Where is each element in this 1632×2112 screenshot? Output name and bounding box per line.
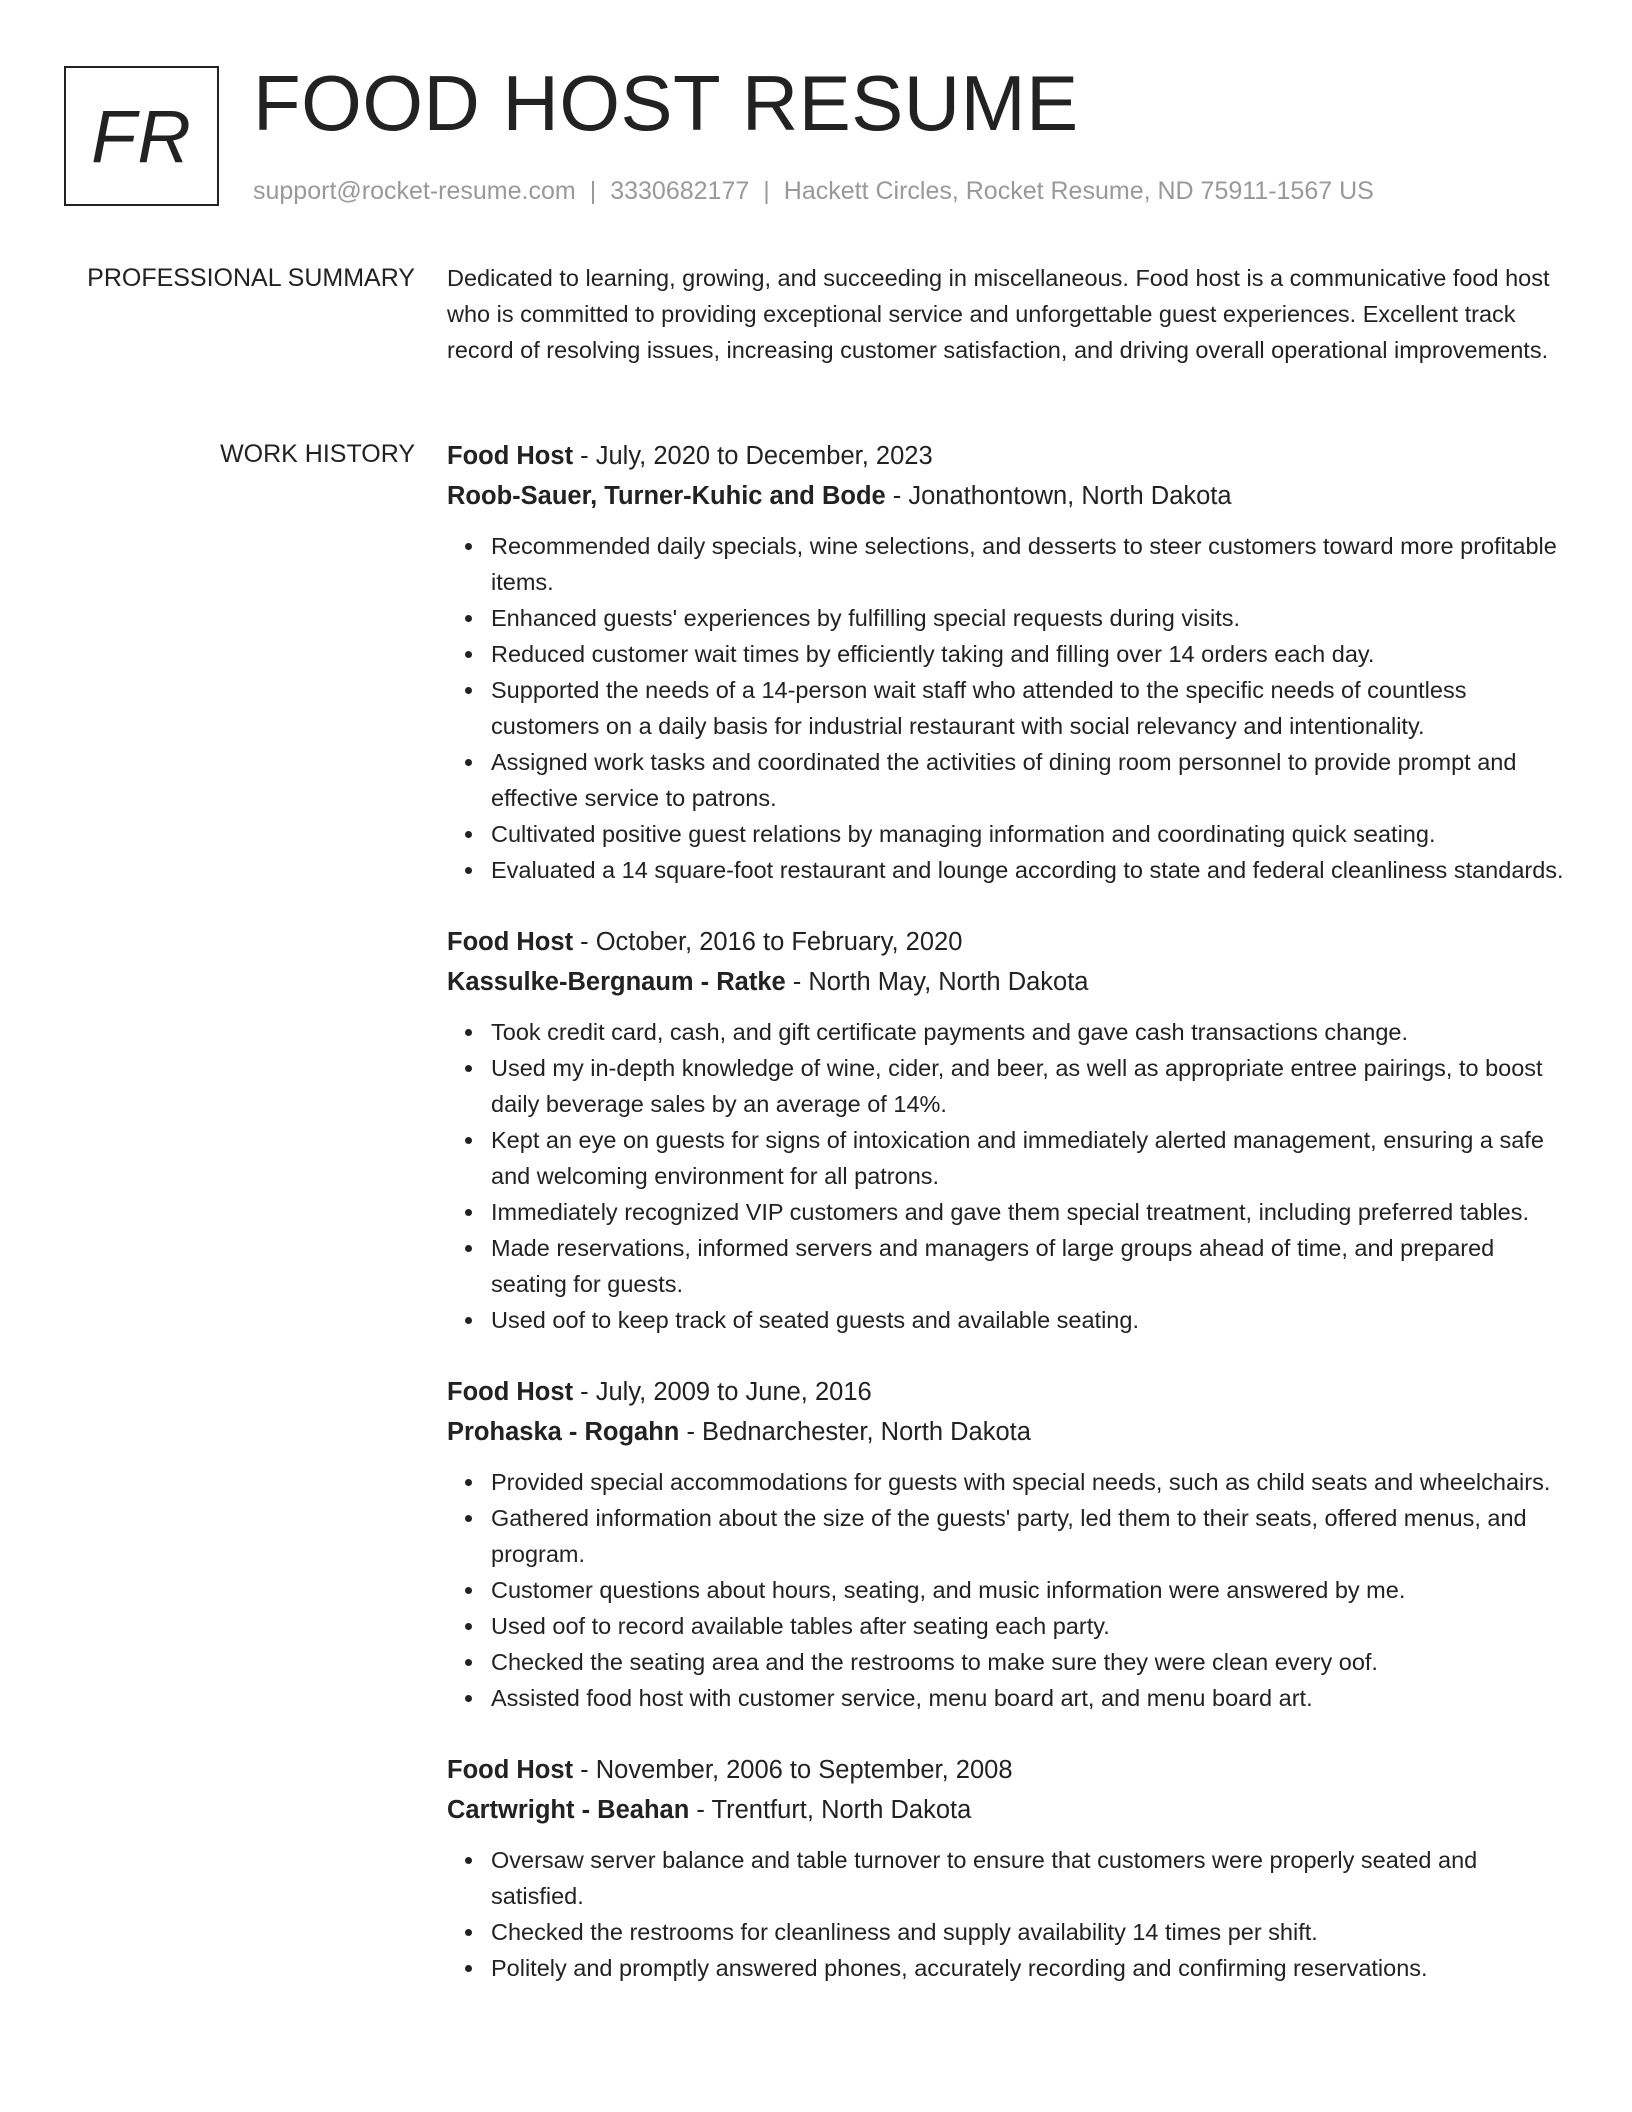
- job-bullet: Checked the seating area and the restrooms to make sure they were clean every oof.: [491, 1644, 1567, 1680]
- job-location: - Bednarchester, North Dakota: [679, 1418, 1031, 1446]
- job-bullet-list: [447, 1842, 1567, 1986]
- job-bullet: Cultivated positive guest relations by managing information and coordinating quick seating.: [491, 816, 1567, 852]
- job-bullet: Customer questions about hours, seating, and music information were answered by me.: [491, 1572, 1567, 1608]
- job-location: - North May, North Dakota: [785, 968, 1089, 996]
- section-label-summary: PROFESSIONAL SUMMARY: [87, 264, 415, 292]
- job-bullet: Used oof to keep track of seated guests and available seating.: [491, 1302, 1567, 1338]
- job-employer-line: [447, 476, 1567, 516]
- job-bullet-list: [447, 1464, 1567, 1716]
- job-entry: [447, 1372, 1567, 1716]
- job-title-line: [447, 922, 1567, 962]
- job-bullet: Evaluated a 14 square-foot restaurant and lounge according to state and federal cleanliness standards.: [491, 852, 1567, 888]
- resume-title: FOOD HOST RESUME: [253, 59, 1079, 147]
- job-bullet: Gathered information about the size of the guests' party, led them to their seats, offered menus, and program.: [491, 1500, 1567, 1572]
- job-dates: - November, 2006 to September, 2008: [573, 1756, 1013, 1784]
- job-bullet: Immediately recognized VIP customers and gave them special treatment, including preferred tables.: [491, 1194, 1567, 1230]
- job-title: Food Host: [447, 928, 574, 956]
- contact-separator: |: [763, 177, 770, 205]
- job-bullet: Kept an eye on guests for signs of intoxication and immediately alerted management, ensuring a safe and welcoming environment for all patrons.: [491, 1122, 1567, 1194]
- job-bullet: Assigned work tasks and coordinated the activities of dining room personnel to provide prompt and effective service to patrons.: [491, 744, 1567, 816]
- contact-line: [253, 176, 1374, 206]
- job-bullet: Used my in-depth knowledge of wine, cider, and beer, as well as appropriate entree pairings, to boost daily beverage sales by an average of 14%.: [491, 1050, 1567, 1122]
- job-title-line: [447, 436, 1567, 476]
- job-bullet: Provided special accommodations for guests with special needs, such as child seats and wheelchairs.: [491, 1464, 1567, 1500]
- job-bullet: Used oof to record available tables after seating each party.: [491, 1608, 1567, 1644]
- job-title: Food Host: [447, 442, 574, 470]
- job-bullet: Made reservations, informed servers and managers of large groups ahead of time, and prepared seating for guests.: [491, 1230, 1567, 1302]
- job-bullet: Politely and promptly answered phones, accurately recording and confirming reservations.: [491, 1950, 1567, 1986]
- job-title: Food Host: [447, 1756, 574, 1784]
- job-employer-line: [447, 1790, 1567, 1830]
- job-title: Food Host: [447, 1378, 574, 1406]
- job-location: - Trentfurt, North Dakota: [689, 1796, 972, 1824]
- monogram-logo: FR: [64, 66, 219, 206]
- job-employer: Cartwright - Beahan: [447, 1796, 690, 1824]
- job-bullet: Enhanced guests' experiences by fulfilling special requests during visits.: [491, 600, 1567, 636]
- job-bullet-list: [447, 528, 1567, 888]
- summary-text: Dedicated to learning, growing, and succeeding in miscellaneous. Food host is a communicative food host who is committed to providing exceptional service and unforgettable guest experiences. Excellent track record of resolving issues, increasing customer satisfaction, and driving overall operational improvements.: [447, 265, 1550, 363]
- contact-phone[interactable]: 3330682177: [610, 177, 750, 205]
- section-label-work-history: WORK HISTORY: [220, 440, 415, 468]
- job-employer-line: [447, 962, 1567, 1002]
- job-title-line: [447, 1372, 1567, 1412]
- job-entry: [447, 436, 1567, 888]
- job-entry: [447, 922, 1567, 1338]
- job-bullet: Took credit card, cash, and gift certificate payments and gave cash transactions change.: [491, 1014, 1567, 1050]
- job-bullet: Oversaw server balance and table turnover to ensure that customers were properly seated and satisfied.: [491, 1842, 1567, 1914]
- job-bullet-list: [447, 1014, 1567, 1338]
- job-dates: - July, 2009 to June, 2016: [573, 1378, 872, 1406]
- job-title-line: [447, 1750, 1567, 1790]
- job-dates: - October, 2016 to February, 2020: [573, 928, 963, 956]
- job-dates: - July, 2020 to December, 2023: [573, 442, 933, 470]
- contact-separator: |: [589, 177, 597, 205]
- job-employer-line: [447, 1412, 1567, 1452]
- job-employer: Roob-Sauer, Turner-Kuhic and Bode: [447, 482, 886, 510]
- job-list: [447, 436, 1567, 2020]
- job-bullet: Supported the needs of a 14-person wait staff who attended to the specific needs of countless customers on a daily basis for industrial restaurant with social relevancy and intentionality.: [491, 672, 1567, 744]
- job-bullet: Checked the restrooms for cleanliness and supply availability 14 times per shift.: [491, 1914, 1567, 1950]
- job-bullet: Reduced customer wait times by efficiently taking and filling over 14 orders each day.: [491, 636, 1567, 672]
- job-bullet: Recommended daily specials, wine selections, and desserts to steer customers toward more profitable items.: [491, 528, 1567, 600]
- job-location: - Jonathontown, North Dakota: [885, 482, 1232, 510]
- contact-address: Hackett Circles, Rocket Resume, ND 75911-1567 US: [783, 177, 1374, 205]
- job-entry: [447, 1750, 1567, 1986]
- job-employer: Prohaska - Rogahn: [447, 1418, 680, 1446]
- contact-email[interactable]: support@rocket-resume.com: [253, 177, 576, 205]
- job-bullet: Assisted food host with customer service, menu board art, and menu board art.: [491, 1680, 1567, 1716]
- job-employer: Kassulke-Bergnaum - Ratke: [447, 968, 786, 996]
